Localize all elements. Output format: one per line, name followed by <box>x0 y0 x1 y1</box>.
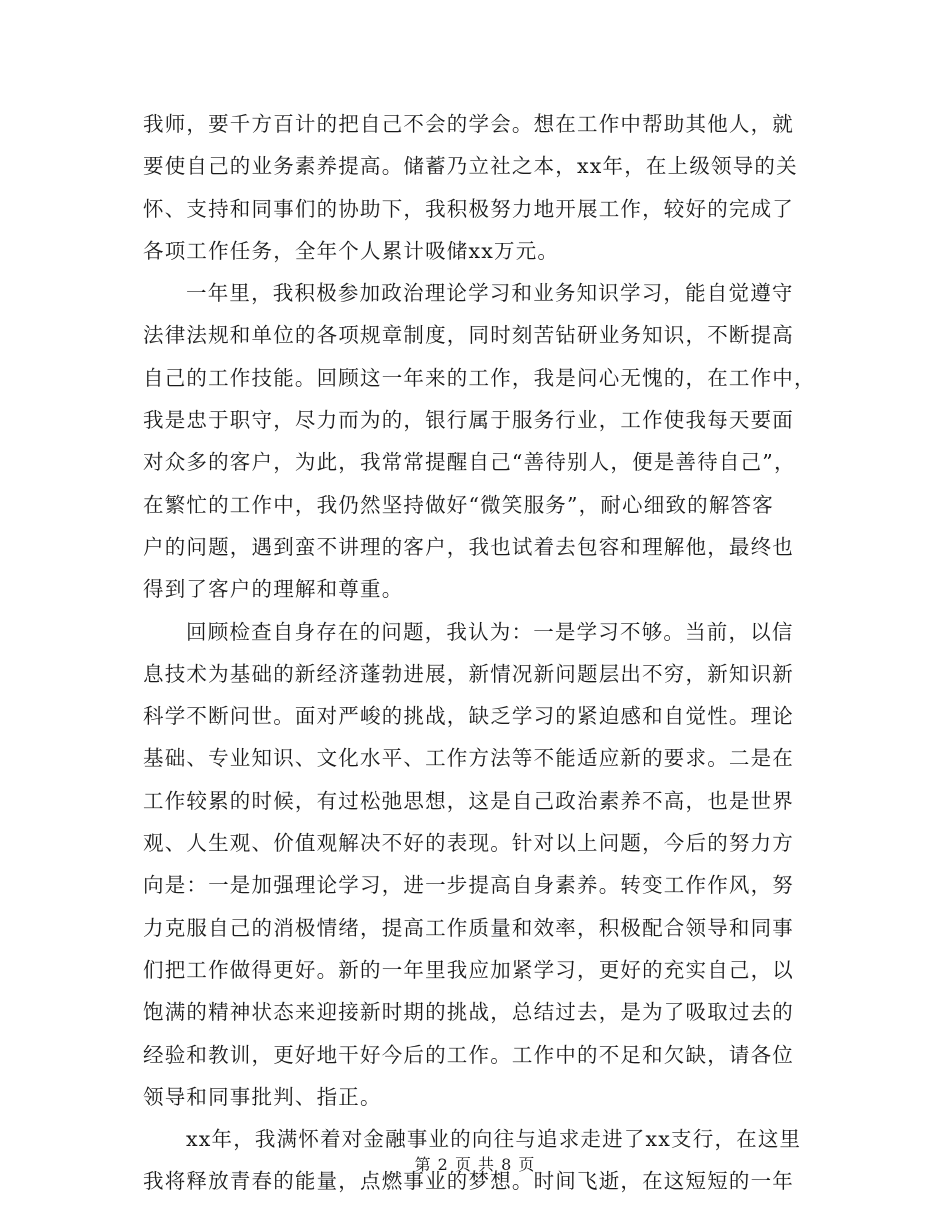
text-line: 我将释放青春的能量，点燃事业的梦想。时间飞逝，在这短短的一年 <box>143 1169 794 1194</box>
text-line: 法律法规和单位的各项规章制度，同时刻苦钻研业务知识，不断提高 <box>143 323 794 348</box>
text-line: 息技术为基础的新经济蓬勃进展，新情况新问题层出不穷，新知识新 <box>143 661 794 686</box>
text-line: 基础、专业知识、文化水平、工作方法等不能适应新的要求。二是在 <box>143 746 794 771</box>
text-line: 我师，要千方百计的把自己不会的学会。想在工作中帮助其他人，就 <box>143 112 794 136</box>
text-line: 各项工作任务，全年个人累计吸储xx万元。 <box>143 238 560 263</box>
text-line: 要使自己的业务素养提高。储蓄乃立社之本，xx年，在上级领导的关 <box>143 154 798 179</box>
text-line: 饱满的精神状态来迎接新时期的挑战，总结过去，是为了吸取过去的 <box>143 1000 794 1025</box>
text-line: 力克服自己的消极情绪，提高工作质量和效率，积极配合领导和同事 <box>143 915 794 940</box>
text-line: 在繁忙的工作中，我仍然坚持做好“微笑服务”，耐心细致的解答客 <box>143 492 774 517</box>
text-line: 得到了客户的理解和尊重。 <box>143 577 404 602</box>
text-line: 向是：一是加强理论学习，进一步提高自身素养。转变工作作风，努 <box>143 873 794 898</box>
paragraph-first-line: 回顾检查自身存在的问题，我认为：一是学习不够。当前，以信 <box>186 619 794 644</box>
document-body <box>143 103 815 1203</box>
text-line: 户的问题，遇到蛮不讲理的客户，我也试着去包容和理解他，最终也 <box>143 534 794 559</box>
text-line: 观、人生观、价值观解决不好的表现。针对以上问题，今后的努力方 <box>143 831 794 856</box>
text-line: 工作较累的时候，有过松弛思想，这是自己政治素养不高，也是世界 <box>143 788 794 813</box>
paragraph-first-line: 一年里，我积极参加政治理论学习和业务知识学习，能自觉遵守 <box>186 281 794 306</box>
text-line: 科学不断问世。面对严峻的挑战，缺乏学习的紧迫感和自觉性。理论 <box>143 704 794 729</box>
text-line: 对众多的客户，为此，我常常提醒自己“善待别人，便是善待自己”， <box>143 450 796 475</box>
text-line: 经验和教训，更好地干好今后的工作。工作中的不足和欠缺，请各位 <box>143 1042 794 1067</box>
text-line: 领导和同事批判、指正。 <box>143 1084 382 1109</box>
text-line: 自己的工作技能。回顾这一年来的工作，我是问心无愧的，在工作中， <box>143 365 816 390</box>
paragraph-first-line: xx年，我满怀着对金融事业的向往与追求走进了xx支行，在这里 <box>186 1127 802 1152</box>
text-line: 怀、支持和同事们的协助下，我积极努力地开展工作，较好的完成了 <box>143 196 794 221</box>
text-line: 们把工作做得更好。新的一年里我应加紧学习，更好的充实自己，以 <box>143 957 794 982</box>
text-line: 我是忠于职守，尽力而为的，银行属于服务行业，工作使我每天要面 <box>143 408 794 433</box>
page-number-footer: 第 2 页 共 8 页 <box>414 1155 536 1174</box>
